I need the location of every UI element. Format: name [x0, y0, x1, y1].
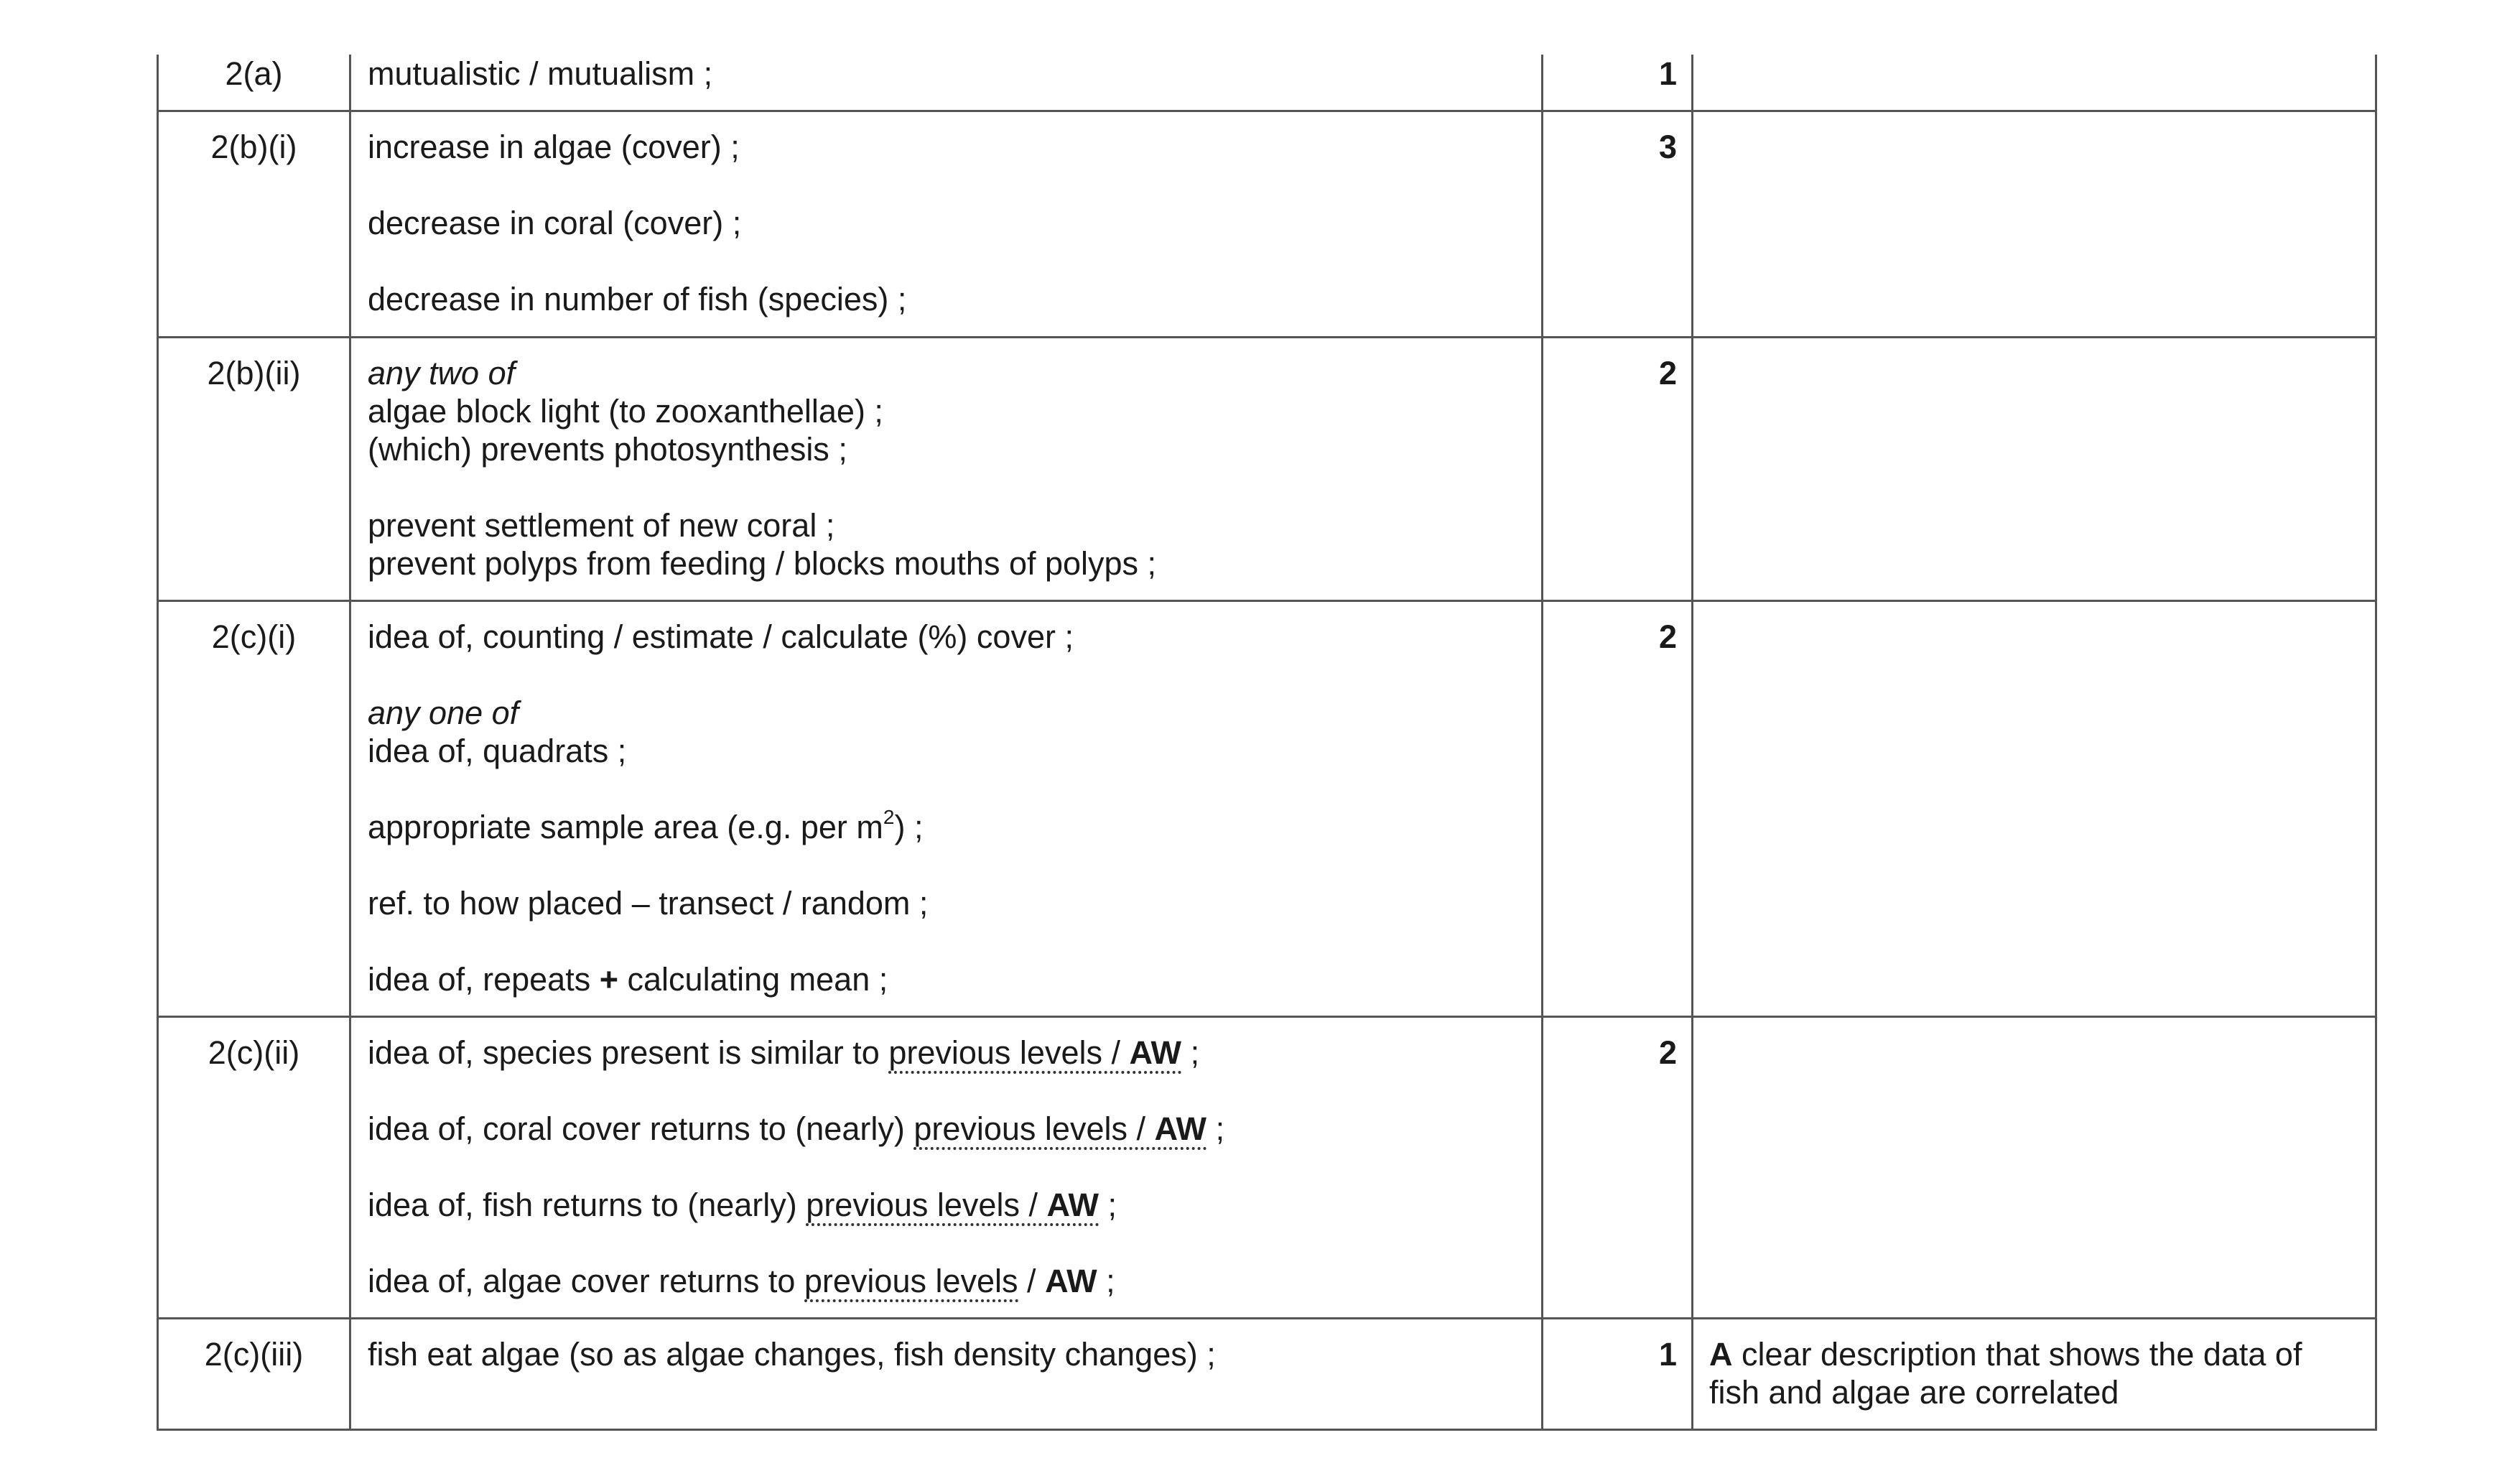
- marks-cell: 1: [1543, 55, 1693, 111]
- marks-cell: 3: [1543, 111, 1693, 337]
- answer-heading: any two of: [368, 354, 516, 391]
- answer-text: ) ;: [894, 808, 924, 845]
- answer-line: algae block light (to zooxanthellae) ;: [368, 392, 883, 430]
- answer-text: idea of, fish returns to (nearly): [368, 1186, 797, 1223]
- guidance-bold: A: [1709, 1335, 1733, 1373]
- answer-end: ;: [1106, 1262, 1115, 1299]
- answer-line: fish eat algae (so as algae changes, fish density changes) ;: [368, 1335, 1216, 1373]
- answer-line: increase in algae (cover) ;: [368, 128, 740, 165]
- underlined-text: previous levels: [806, 1186, 1020, 1223]
- answer-line: [368, 960, 1527, 998]
- marks-cell: 2: [1543, 337, 1693, 600]
- question-number: 2(a): [158, 55, 350, 111]
- table-row: [158, 55, 2376, 111]
- underlined-text: previous levels: [913, 1110, 1128, 1147]
- answer-line: [368, 1034, 1527, 1072]
- underlined-text: previous levels: [888, 1034, 1102, 1071]
- aw-label: AW: [1045, 1262, 1097, 1299]
- underlined-term: [913, 1110, 1206, 1150]
- marks-cell: 2: [1543, 1016, 1693, 1318]
- table-row: [158, 600, 2376, 1016]
- answer-line: prevent polyps from feeding / blocks mouths of polyps ;: [368, 544, 1157, 582]
- answer-end: ;: [1107, 1186, 1117, 1223]
- answer-line: decrease in number of fish (species) ;: [368, 280, 907, 317]
- question-number: 2(c)(ii): [158, 1016, 350, 1318]
- aw-label: AW: [1046, 1186, 1099, 1223]
- underlined-term: [804, 1263, 1018, 1302]
- table-row: [158, 337, 2376, 600]
- answer-text: idea of, repeats: [368, 960, 591, 998]
- question-number: 2(b)(i): [158, 111, 350, 337]
- question-number: 2(b)(ii): [158, 337, 350, 600]
- answer-heading: any one of: [368, 694, 519, 731]
- answer-line: [368, 1262, 1527, 1300]
- answer-line: decrease in coral (cover) ;: [368, 204, 742, 241]
- question-number: 2(c)(iii): [158, 1318, 350, 1429]
- answer-line: prevent settlement of new coral ;: [368, 506, 835, 544]
- guidance-cell: [1693, 55, 2376, 111]
- answer-line: idea of, counting / estimate / calculate (%) cover ;: [368, 618, 1074, 655]
- answer-cell: [350, 1318, 1543, 1429]
- marks-cell: 1: [1543, 1318, 1693, 1429]
- guidance-cell: [1693, 600, 2376, 1016]
- answer-cell: [350, 600, 1543, 1016]
- underlined-term: [806, 1187, 1099, 1226]
- answer-text: idea of, species present is similar to: [368, 1034, 880, 1071]
- mark-scheme-table: [157, 55, 2377, 1431]
- answer-line: mutualistic / mutualism ;: [368, 55, 713, 92]
- answer-line: ref. to how placed – transect / random ;: [368, 884, 929, 922]
- answer-end: ;: [1190, 1034, 1200, 1071]
- answer-line: [368, 1110, 1527, 1148]
- marks-cell: 2: [1543, 600, 1693, 1016]
- aw-label: AW: [1154, 1110, 1207, 1147]
- answer-line: idea of, quadrats ;: [368, 732, 627, 769]
- guidance-text: [1709, 1335, 2361, 1411]
- separator: /: [1028, 1186, 1038, 1223]
- guidance-cell: [1693, 111, 2376, 337]
- table-row: [158, 1318, 2376, 1429]
- underlined-term: [888, 1034, 1181, 1074]
- answer-line: [368, 1186, 1527, 1224]
- answer-cell: [350, 1016, 1543, 1318]
- guidance-cell: [1693, 1016, 2376, 1318]
- answer-end: ;: [1215, 1110, 1225, 1147]
- guidance-cell: [1693, 337, 2376, 600]
- answer-cell: [350, 55, 1543, 111]
- superscript: 2: [883, 805, 895, 828]
- answer-text: calculating mean ;: [627, 960, 888, 998]
- separator: /: [1111, 1034, 1121, 1071]
- aw-label: AW: [1129, 1034, 1182, 1071]
- answer-line: (which) prevents photosynthesis ;: [368, 430, 847, 468]
- answer-text: appropriate sample area (e.g. per m: [368, 808, 883, 845]
- table-row: [158, 1016, 2376, 1318]
- separator: /: [1027, 1262, 1036, 1299]
- answer-cell: [350, 111, 1543, 337]
- answer-text: idea of, coral cover returns to (nearly): [368, 1110, 905, 1147]
- answer-text: idea of, algae cover returns to: [368, 1262, 796, 1299]
- answer-line: [368, 805, 1527, 846]
- answer-cell: [350, 337, 1543, 600]
- guidance-body: clear description that shows the data of fish and algae are correlated: [1709, 1335, 2302, 1411]
- plus-sign: +: [599, 960, 619, 998]
- separator: /: [1136, 1110, 1146, 1147]
- underlined-text: previous levels: [804, 1262, 1018, 1299]
- guidance-cell: [1693, 1318, 2376, 1429]
- table-row: [158, 111, 2376, 337]
- question-number: 2(c)(i): [158, 600, 350, 1016]
